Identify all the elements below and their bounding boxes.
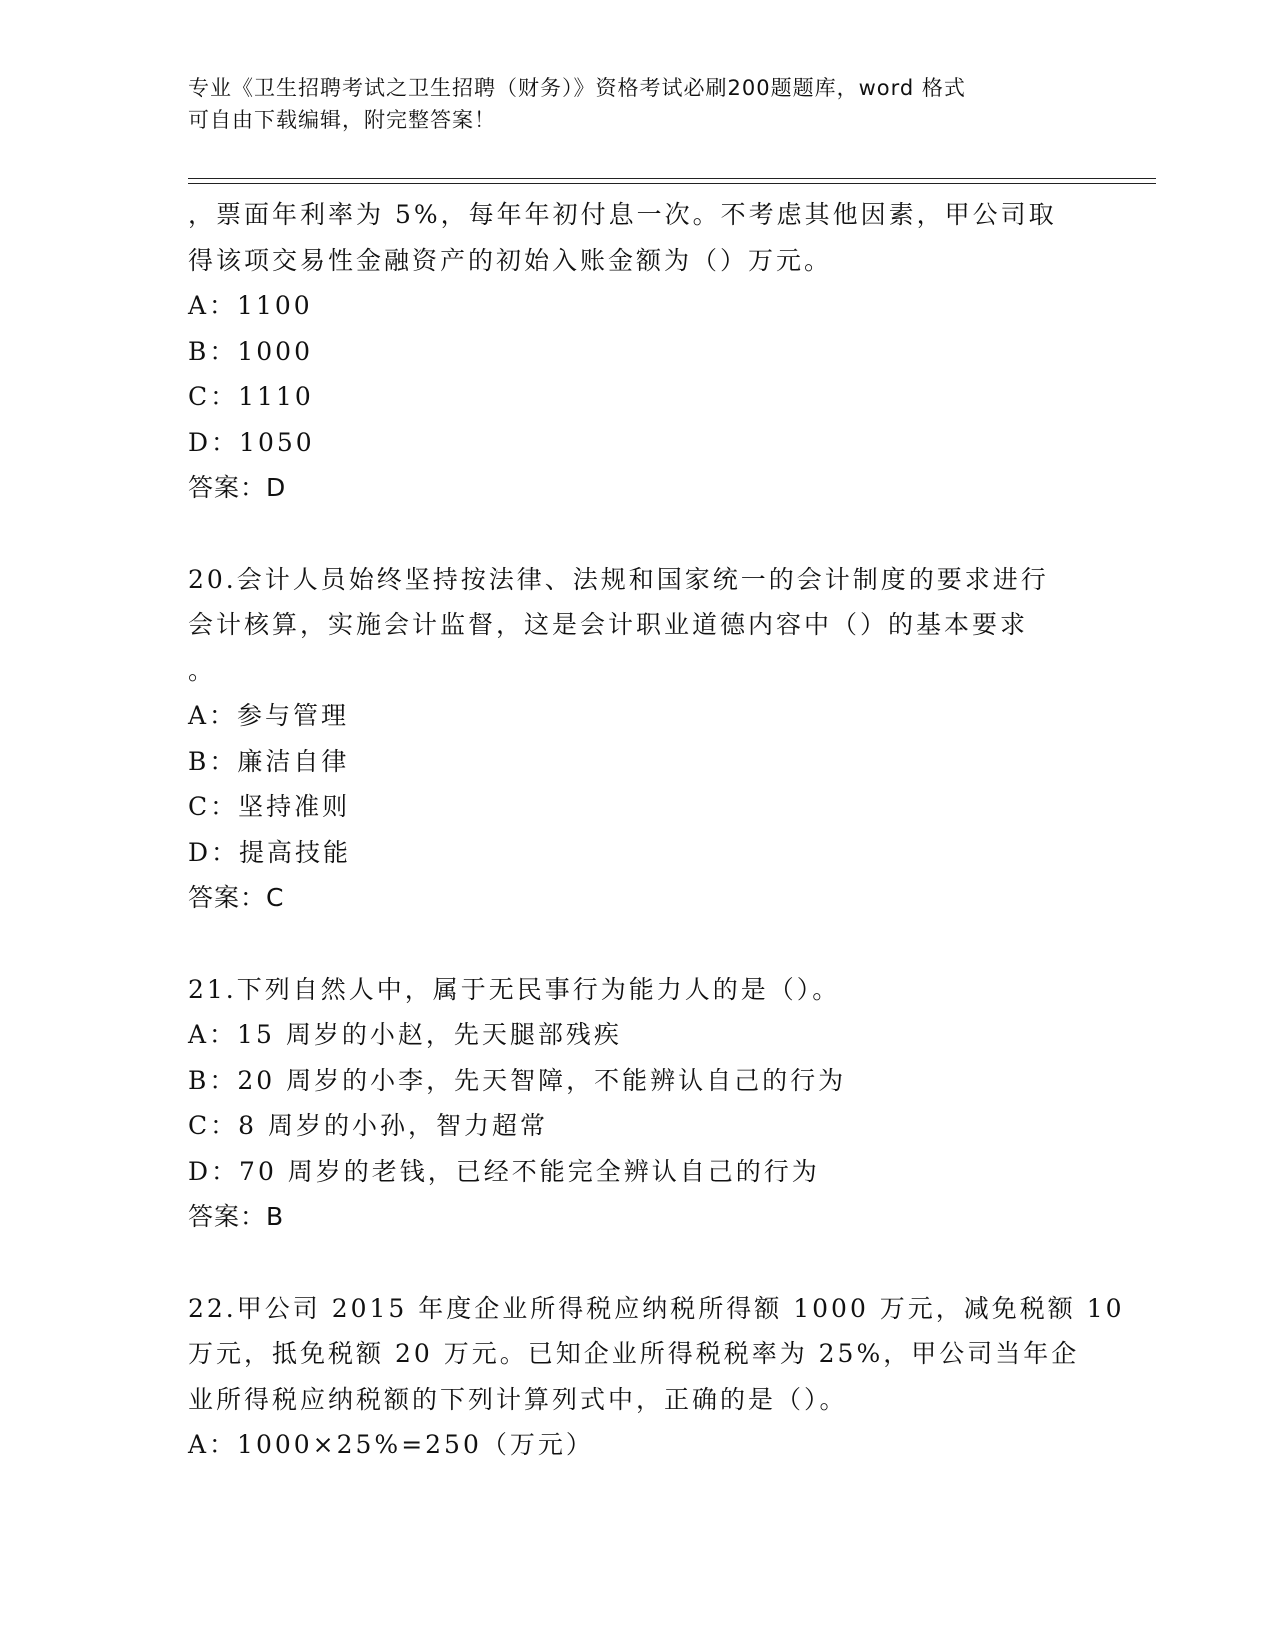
option-b: B：廉洁自律 — [188, 746, 350, 776]
option-d: D：提高技能 — [188, 837, 352, 867]
header-divider-bottom — [188, 183, 1156, 184]
option-c: C：8 周岁的小孙，智力超常 — [188, 1111, 548, 1140]
document-header — [188, 72, 1068, 136]
option-a: A：15 周岁的小赵，先天腿部残疾 — [188, 1020, 622, 1049]
document-body — [188, 192, 1125, 1468]
question-stem: 22.甲公司 2015 年度企业所得税应纳税所得额 1000 万元，减免税额 10 — [188, 1293, 1125, 1323]
spacer — [188, 511, 1088, 557]
question-stem: 会计核算，实施会计监督，这是会计职业道德内容中（）的基本要求 — [188, 610, 1029, 639]
question-stem: 21.下列自然人中，属于无民事行为能力人的是（）。 — [188, 974, 841, 1004]
question-22 — [188, 1286, 1125, 1468]
question-stem: 得该项交易性金融资产的初始入账金额为（）万元。 — [188, 245, 833, 275]
option-d: D：1050 — [188, 427, 315, 457]
header-line-1: 专业《卫生招聘考试之卫生招聘（财务）》资格考试必刷200题题库，word 格式 — [188, 76, 966, 100]
option-c: C：坚持准则 — [188, 792, 351, 821]
question-19 — [188, 192, 1088, 511]
question-stem: 万元，抵免税额 20 万元。已知企业所得税税率为 25%，甲公司当年企 — [188, 1339, 1080, 1368]
option-c: C：1110 — [188, 382, 314, 411]
option-a: A：1000×25%=250（万元） — [188, 1430, 594, 1459]
answer: 答案：B — [188, 1202, 285, 1231]
header-line-2: 可自由下载编辑，附完整答案！ — [188, 108, 496, 132]
option-a: A：参与管理 — [188, 701, 350, 730]
spacer — [188, 921, 1088, 967]
question-21 — [188, 967, 1088, 1240]
question-stem: 。 — [188, 655, 217, 685]
answer: 答案：C — [188, 883, 285, 912]
option-b: B：1000 — [188, 336, 313, 366]
option-d: D：70 周岁的老钱，已经不能完全辨认自己的行为 — [188, 1156, 820, 1186]
answer: 答案：D — [188, 473, 287, 502]
question-stem: 20.会计人员始终坚持按法律、法规和国家统一的会计制度的要求进行 — [188, 564, 1049, 594]
option-a: A：1100 — [188, 291, 313, 320]
header-divider-top — [188, 178, 1156, 179]
spacer — [188, 1240, 1088, 1286]
question-stem: 业所得税应纳税额的下列计算列式中，正确的是（）。 — [188, 1384, 848, 1414]
question-20 — [188, 557, 1088, 921]
option-b: B：20 周岁的小李，先天智障，不能辨认自己的行为 — [188, 1065, 847, 1095]
question-stem: ，票面年利率为 5%，每年年初付息一次。不考虑其他因素，甲公司取 — [188, 200, 1057, 229]
